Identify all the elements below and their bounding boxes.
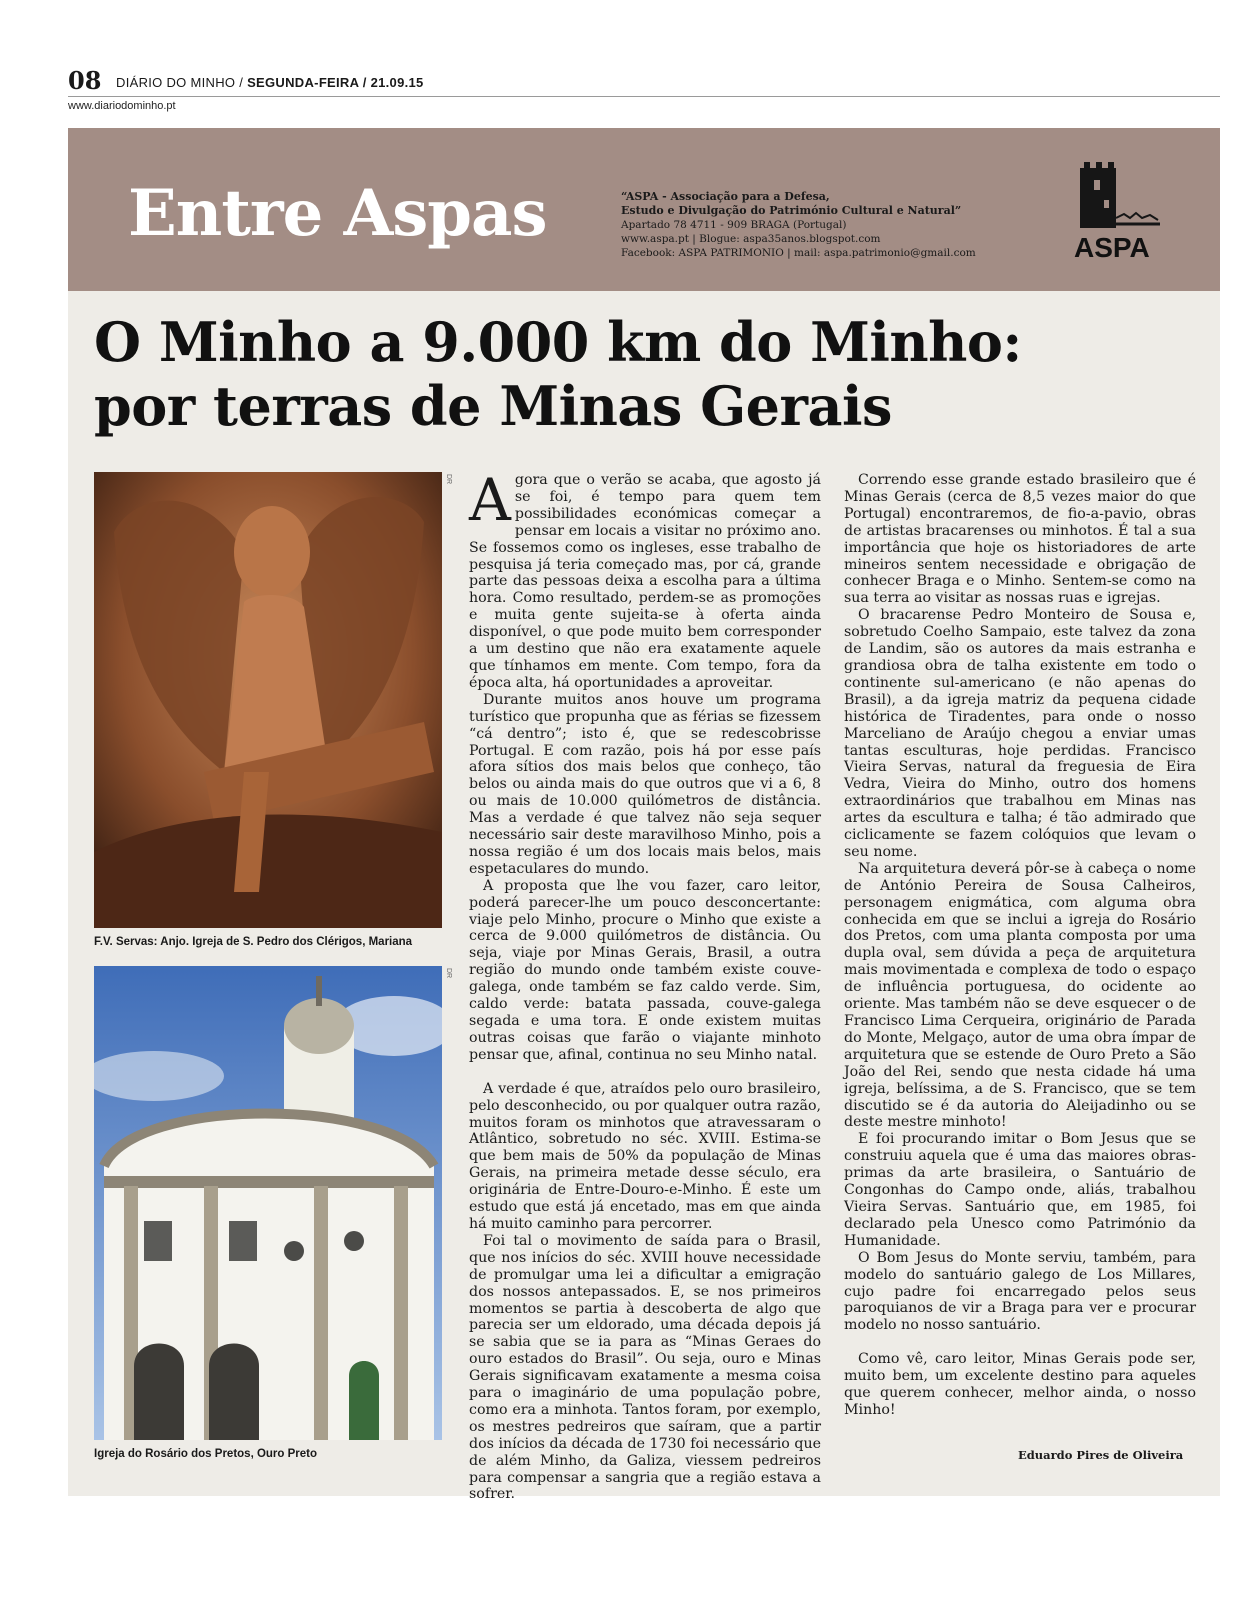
article-paragraph: Correndo esse grande estado brasileiro que é Minas Gerais (cerca de 8,5 vezes maior do que Portugal) encontraremos, de fio-a-pavio, obras de artistas bracarenses ou minhotos. É tal a sua importância que hoje os historiadores de arte mineiros sentem necessidade e obrigação de conhecer Braga e o Minho. Sentem-se como na sua terra ao visitar as nossas ruas e igrejas. bbox=[844, 472, 1196, 607]
publication-day: SEGUNDA-FEIRA bbox=[247, 75, 359, 90]
article-paragraph: O Bom Jesus do Monte serviu, também, para modelo do santuário galego de Los Millares, cujo padre foi encarregado pelos seus paroquianos de vir a Braga para ver e procurar modelo no nosso santuário. bbox=[844, 1249, 1196, 1334]
article-paragraph: Durante muitos anos houve um programa turístico que propunha que as férias se fizessem “cá dentro”; isto é, que se redescobrisse Portugal. E com razão, pois há por esse país afora sítios dos mais belos que conheço, tão belos ou ainda mais do que outros que vi a 6, 8 ou mais de 10.000 quilómetros de distância. Mas a verdade é que talvez não seja sequer necessário sair deste maravilhoso Minho, pois a nossa região é um dos locais mais belos, mais espetaculares do mundo. bbox=[469, 691, 821, 877]
article-paragraph: Na arquitetura deverá pôr-se à cabeça o nome de António Pereira de Sousa Calheiros, personagem enigmática, com alguma obra conhecida em que se inclui a igreja do Rosário dos Pretos, com uma planta composta por uma dupla oval, sem dúvida a peça de arquitetura mais movimentada e complexa de todo o espaço de influência portuguesa, do ocidente ao oriente. Mas também não se deve esquecer o de Francisco Lima Cerqueira, originário de Parada do Monte, Melgaço, autor de uma obra ímpar de arquitetura que se estende de Ouro Preto a São João del Rei, sendo que nesta cidade há uma igreja, belíssima, a de S. Francisco, que se tem discutido se é da autoria do Aleijadinho ou se deste mestre minhoto! bbox=[844, 860, 1196, 1131]
article-paragraph: Como vê, caro leitor, Minas Gerais pode ser, muito bem, um excelente destino para aqueles que querem conhecer, melhor ainda, o nosso Minho! bbox=[844, 1351, 1196, 1418]
page-number: 08 bbox=[68, 66, 102, 95]
article-panel bbox=[68, 128, 1220, 1503]
article-paragraph: E foi procurando imitar o Bom Jesus que se construiu aquela que é uma das maiores obras-primas da arte brasileira, o Santuário de Congonhas do Campo onde, aliás, trabalhou Vieira Servas. Santuário que, em 1985, foi declarado pela Unesco como Património da Humanidade. bbox=[844, 1131, 1196, 1249]
article-column-3 bbox=[844, 472, 1196, 1419]
headline-line-2: por terras de Minas Gerais bbox=[94, 374, 892, 438]
association-name-line1: “ASPA - Associação para a Defesa, bbox=[621, 190, 830, 203]
article-paragraph: A verdade é que, atraídos pelo ouro brasileiro, pelo desconhecido, ou por qualquer outra razão, muitos foram os minhotos que atravessaram o Atlântico, sobretudo no séc. XVIII. Estima-se que bem mais de 50% da população de Minas Gerais, na primeira metade desse século, era originária de Entre-Douro-e-Minho. É este um estudo que está já encetado, mas em que ainda há muito caminho para percorrer. bbox=[469, 1080, 821, 1232]
aspa-logo-text: ASPA bbox=[1074, 232, 1150, 263]
article-paragraph bbox=[469, 466, 821, 692]
photo2-credit: DR bbox=[445, 968, 452, 979]
website-link[interactable]: www.diariodominho.pt bbox=[68, 100, 176, 112]
church-photo bbox=[94, 966, 442, 1440]
drop-cap: A bbox=[469, 466, 511, 534]
photo1-caption: F.V. Servas: Anjo. Igreja de S. Pedro dos Clérigos, Mariana bbox=[94, 936, 413, 948]
article-paragraph: O bracarense Pedro Monteiro de Sousa e, sobretudo Coelho Sampaio, este talvez da zona de Landim, são os autores da mais estranha e grandiosa obra de talha existente em todo o continente sul-americano (e não apenas do Brasil), a da igreja matriz da pequena cidade histórica de Tiradentes, para onde o nosso Marceliano de Araújo chegou a enviar umas tantas esculturas, hoje perdidas. Francisco Vieira Servas, natural da freguesia de Eira Vedra, Vieira do Minho, outro dos homens extraordinários que trabalhou em Minas nas artes da escultura e talha; é tão admirado que ciclicamente se fazem colóquios que levam o seu nome. bbox=[844, 607, 1196, 860]
publication-line bbox=[116, 75, 424, 90]
article-paragraph: A proposta que lhe vou fazer, caro leitor, poderá parecer-lhe um pouco desconcertante: viaje pelo Minho, procure o Minho que existe a cerca de 9.000 quilómetros de distância. Ou seja, viaje por Minas Gerais, Brasil, a outra região do mundo onde também existe couve-galega, onde também se faz caldo verde. Sim, caldo verde: batata passada, couve-galega segada e uma tora. E onde existem muitas outras coisas que farão o viajante minhoto pensar que, afinal, continua no seu Minho natal. bbox=[469, 877, 821, 1063]
association-name-line2: Estudo e Divulgação do Património Cultural e Natural” bbox=[621, 204, 962, 217]
section-title: Entre Aspas bbox=[128, 176, 547, 251]
article-column-2 bbox=[469, 466, 821, 1503]
angel-sculpture-photo bbox=[94, 472, 442, 928]
association-info bbox=[621, 190, 1061, 260]
section-banner bbox=[68, 128, 1220, 291]
church-image bbox=[94, 966, 442, 1440]
association-contacts: Facebook: ASPA PATRIMONIO | mail: aspa.patrimonio@gmail.com bbox=[621, 247, 976, 259]
article-author: Eduardo Pires de Oliveira bbox=[1018, 1448, 1184, 1462]
paragraph-text: gora que o verão se acaba, que agosto já se foi, é tempo para quem tem possibilidades económicas começar a pensar em locais a visitar no próximo ano. Se fossemos como os ingleses, esse trabalho de pesquisa já teria começado mas, por cá, grande parte das pessoas deixa a escolha para a última hora. Como resultado, perdem-se as promoções e muita gente sujeita-se à oferta ainda disponível, o que pode muito bem corresponder a um destino que não era exatamente aquele que tínhamos em mente. Com tempo, fora da época alta, há oportunidades a aproveitar. bbox=[469, 472, 821, 691]
publication-date: / 21.09.15 bbox=[358, 75, 424, 90]
publication-name: DIÁRIO DO MINHO / bbox=[116, 75, 248, 90]
photo2-caption: Igreja do Rosário dos Pretos, Ouro Preto bbox=[94, 1448, 318, 1460]
association-address: Apartado 78 4711 - 909 BRAGA (Portugal) bbox=[621, 219, 847, 231]
angel-sculpture-image bbox=[94, 472, 442, 928]
page-header bbox=[68, 66, 1220, 97]
headline-line-1: O Minho a 9.000 km do Minho: bbox=[94, 310, 1022, 374]
association-web: www.aspa.pt | Blogue: aspa35anos.blogspot.com bbox=[621, 233, 881, 245]
article-paragraph: Foi tal o movimento de saída para o Brasil, que nos inícios do séc. XVIII houve necessidade de promulgar uma lei a dificultar a emigração dos nossos antepassados. E, se nos primeiros momentos se partia à descoberta de algo que parecia ser um eldorado, uma década depois já se sabia que se ia para as “Minas Geraes do ouro estados do Brasil”. Ou seja, ouro e Minas Gerais significavam exatamente a mesma coisa para o imaginário de uma população pobre, como era a minhota. Tantos foram, por exemplo, os mestres pedreiros que saíram, que a partir dos inícios da década de 1730 foi necessário que de além Minho, da Galiza, viessem pedreiros para compensar a sangria que a região estava a sofrer. bbox=[469, 1232, 821, 1503]
photo1-credit: DR bbox=[445, 474, 452, 485]
article-headline bbox=[94, 310, 1194, 438]
